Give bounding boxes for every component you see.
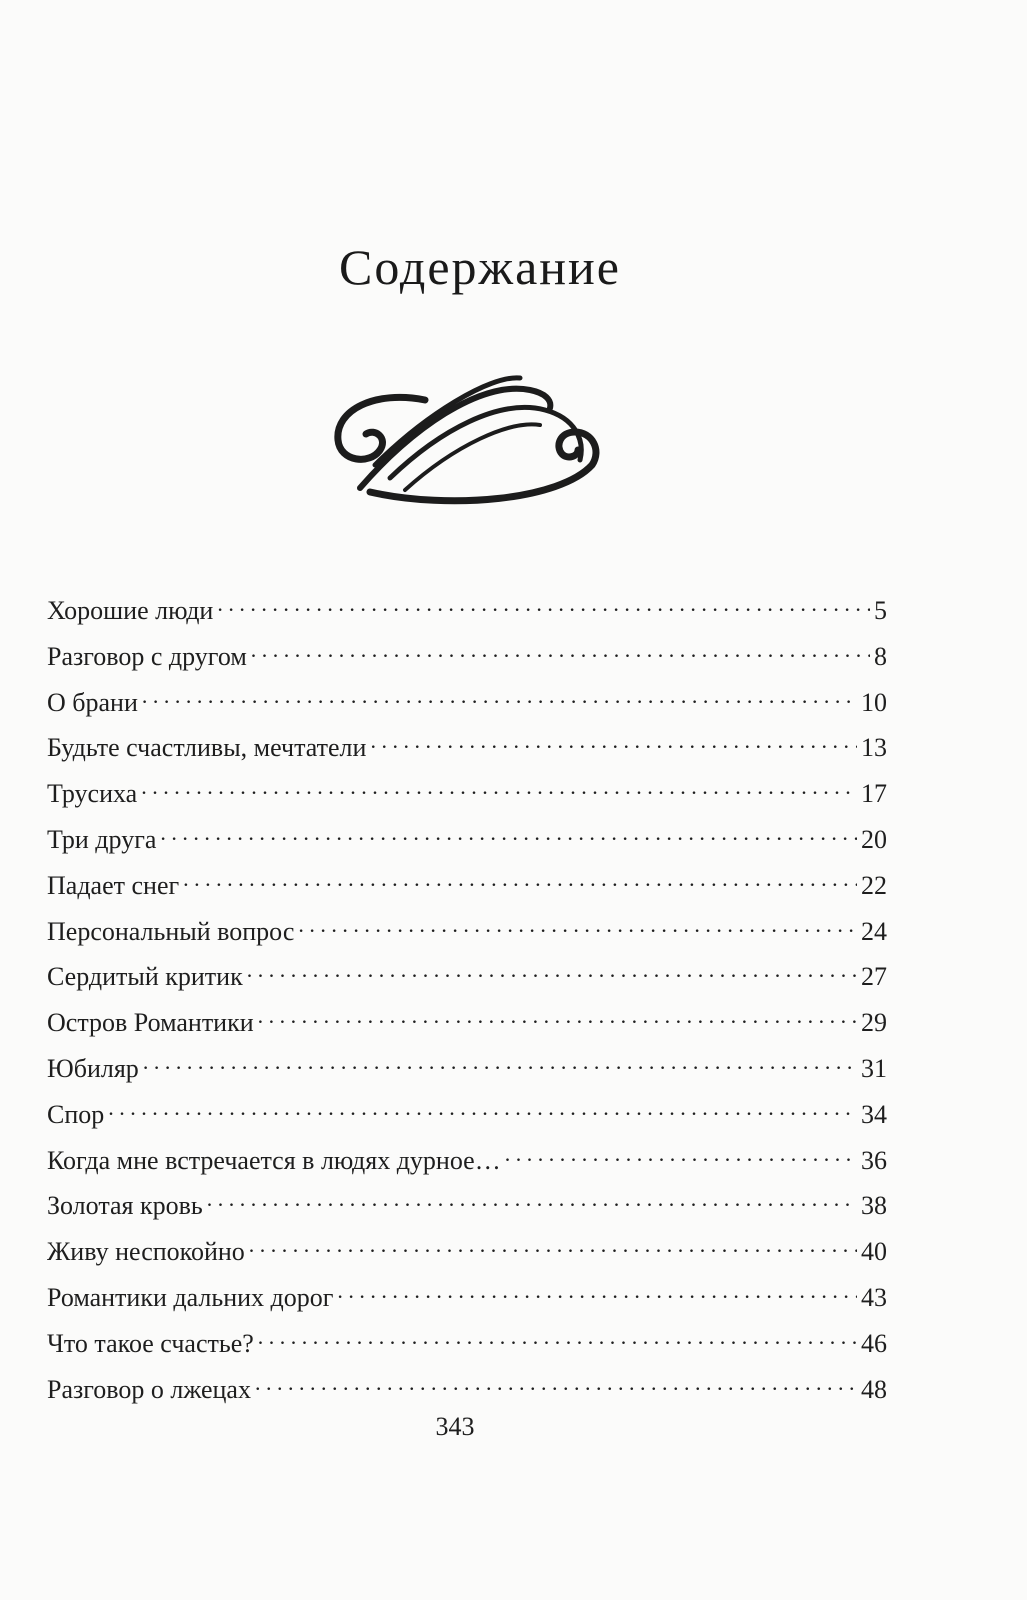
dot-leader: [207, 1188, 857, 1214]
dot-leader: [249, 1234, 857, 1260]
toc-entry-page: 5: [874, 596, 887, 625]
toc-entry-page: 36: [861, 1145, 887, 1175]
toc-entry: [47, 1188, 887, 1234]
toc-entry-page: 38: [861, 1191, 887, 1221]
dot-leader: [505, 1143, 857, 1169]
toc-entry: [47, 1280, 887, 1326]
toc-entry-page: 27: [861, 962, 887, 992]
toc-entry: [47, 868, 887, 914]
toc-entry: [47, 593, 887, 639]
toc-entry-page: 22: [861, 870, 887, 900]
table-of-contents: [47, 593, 887, 1417]
toc-entry: [47, 1143, 887, 1189]
page-title: Содержание: [339, 239, 621, 295]
page-number: 343: [435, 1412, 475, 1441]
toc-entry-page: 10: [861, 687, 887, 717]
toc-entry-title: Падает снег: [47, 870, 180, 900]
toc-entry-page: 43: [861, 1282, 887, 1312]
toc-entry-page: 8: [874, 641, 887, 671]
toc-entry: [47, 1372, 887, 1418]
toc-entry-title: Когда мне встречается в людях дурное…: [47, 1145, 501, 1175]
toc-entry: [47, 959, 887, 1005]
dot-leader: [258, 1005, 857, 1031]
toc-entry: [47, 1234, 887, 1280]
toc-entry-title: Разговор о лжецах: [47, 1374, 251, 1404]
toc-entry: [47, 685, 887, 731]
toc-entry-page: 24: [861, 916, 887, 946]
toc-entry: [47, 1051, 887, 1097]
toc-entry-title: Хорошие люди: [47, 596, 214, 625]
toc-entry: [47, 914, 887, 960]
dot-leader: [142, 685, 857, 711]
toc-entry-title: Спор: [47, 1099, 105, 1129]
toc-entry-title: Будьте счастливы, мечтатели: [47, 733, 367, 763]
toc-entry-title: Романтики дальних дорог: [47, 1282, 334, 1312]
toc-entry: [47, 776, 887, 822]
dot-leader: [108, 1097, 857, 1123]
toc-entry-title: Персональный вопрос: [47, 916, 295, 946]
dot-leader: [141, 776, 857, 802]
toc-entry-page: 46: [861, 1328, 887, 1358]
toc-entry: [47, 1005, 887, 1051]
dot-leader: [298, 914, 857, 940]
toc-entry: [47, 639, 887, 685]
toc-entry-title: Живу неспокойно: [47, 1237, 245, 1267]
toc-entry-title: Сердитый критик: [47, 962, 243, 992]
toc-entry: [47, 1097, 887, 1143]
toc-entry-page: 31: [861, 1053, 887, 1083]
toc-entry-title: О брани: [47, 687, 138, 717]
toc-entry-title: Золотая кровь: [47, 1191, 203, 1221]
toc-entry-title: Остров Романтики: [47, 1008, 254, 1038]
dot-leader: [258, 1326, 857, 1352]
dot-leader: [337, 1280, 857, 1306]
dot-leader: [160, 822, 857, 848]
toc-entry-page: 40: [861, 1237, 887, 1267]
toc-entry-title: Юбиляр: [47, 1053, 139, 1083]
toc-entry-title: Трусиха: [47, 779, 138, 809]
toc-entry-title: Три друга: [47, 824, 157, 854]
dot-leader: [183, 868, 857, 894]
toc-entry-page: 48: [861, 1374, 887, 1404]
toc-entry-page: 17: [861, 779, 887, 809]
dot-leader: [251, 639, 870, 665]
dot-leader: [247, 959, 857, 985]
toc-entry-page: 13: [861, 733, 887, 763]
toc-entry: [47, 730, 887, 776]
dot-leader: [255, 1372, 857, 1398]
toc-entry-page: 34: [861, 1099, 887, 1129]
dot-leader: [217, 593, 870, 619]
toc-entry: [47, 822, 887, 868]
dot-leader: [143, 1051, 857, 1077]
toc-entry: [47, 1326, 887, 1372]
toc-entry-title: Разговор с другом: [47, 641, 247, 671]
toc-entry-title: Что такое счастье?: [47, 1328, 254, 1358]
flourish-ornament-icon: [330, 370, 600, 510]
toc-entry-page: 20: [861, 824, 887, 854]
toc-entry-page: 29: [861, 1008, 887, 1038]
dot-leader: [370, 730, 857, 756]
